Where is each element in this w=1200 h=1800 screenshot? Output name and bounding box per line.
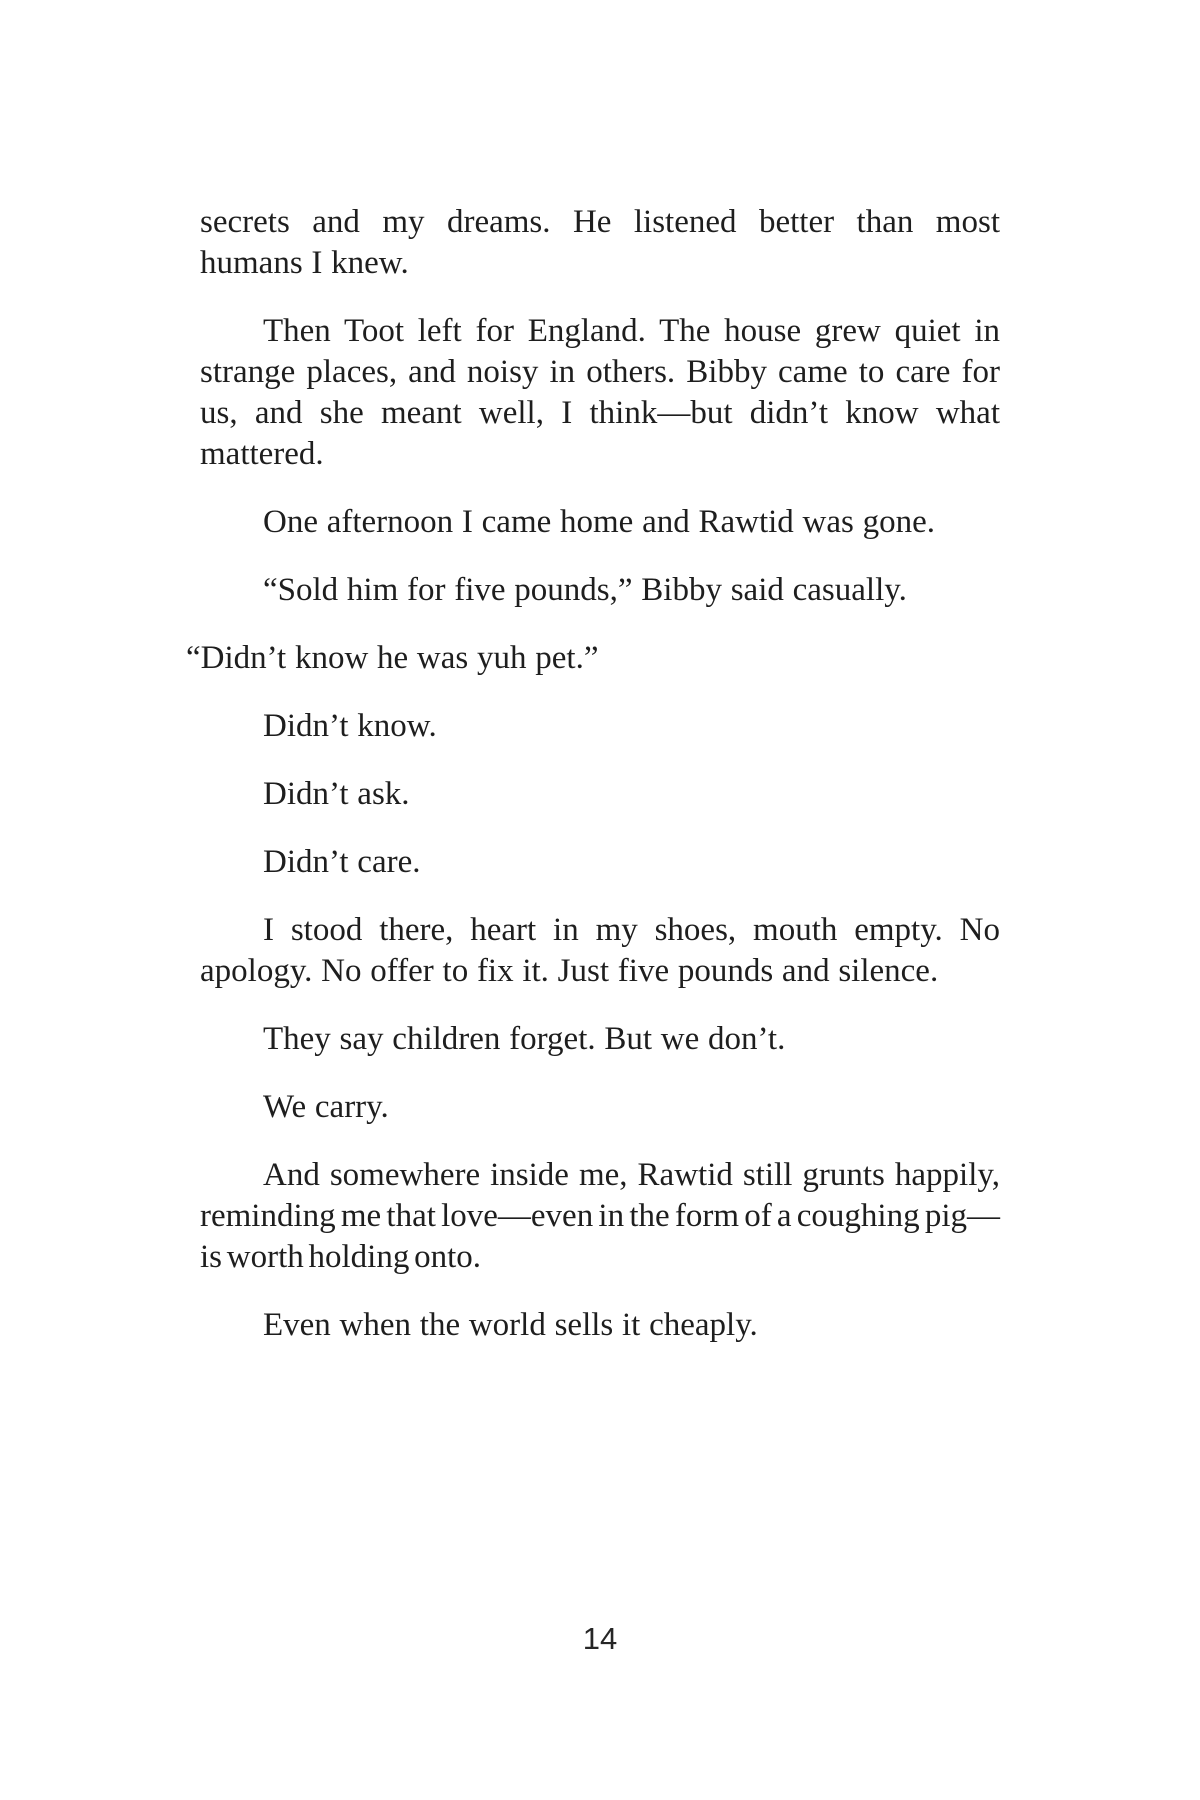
paragraph: One afternoon I came home and Rawtid was gone. (263, 504, 936, 540)
page-number: 14 (582, 1621, 618, 1656)
paragraph: “Didn’t know he was yuh pet.” (186, 640, 599, 676)
paragraph: They say children forget. But we don’t. (263, 1021, 786, 1057)
paragraph: Didn’t know. (263, 708, 437, 744)
paragraph: Didn’t care. (263, 844, 421, 880)
paragraph: secrets and my dreams. He listened better than most humans I knew. (200, 204, 1000, 281)
paragraph: I stood there, heart in my shoes, mouth empty. No apology. No offer to fix it. Just five pounds and silence. (200, 912, 1000, 989)
paragraph: Then Toot left for England. The house grew quiet in strange places, and noisy in others. Bibby came to care for us, and she meant well, I think—but didn’t know what mattered. (200, 313, 1000, 472)
paragraph: Even when the world sells it cheaply. (263, 1307, 758, 1343)
paragraph: Didn’t ask. (263, 776, 410, 812)
paragraph: We carry. (263, 1089, 389, 1125)
paragraph: And somewhere inside me, Rawtid still grunts happily, reminding me that love—even in the form of a coughing pig—is worth holding onto. (200, 1157, 1000, 1275)
paragraph: “Sold him for five pounds,” Bibby said casually. (263, 572, 907, 608)
text-block (186, 202, 1000, 1373)
